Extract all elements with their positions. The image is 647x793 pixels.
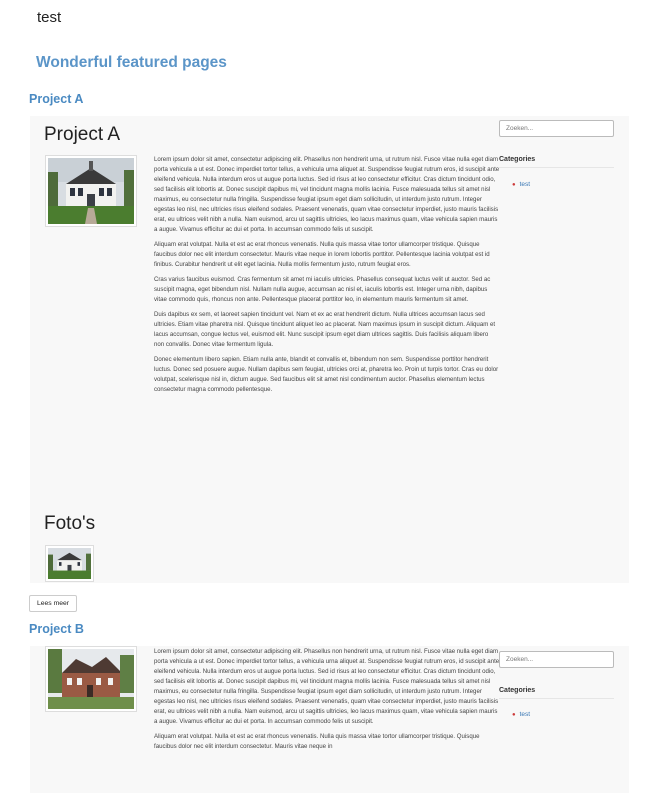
paragraph: Lorem ipsum dolor sit amet, consectetur adipiscing elit. Phasellus non hendrerit urna, ut rutrum nisl. Fusce vitae nulla eget diam porta vehicula a ut est. Donec imperdiet tortor tellus, a vehicula urna aliquet at. Suspendisse feugiat rutrum eros, id suscipit ante eleifend vehicula. Nulla interdum eros ut augue porta luctus. Sed id risus at leo consectetur efficitur. Cras dictum tincidunt odio, sed facilisis elit lobortis at. Donec suscipit dapibus mi, vel tincidunt magna mollis lacinia. Fusce malesuada tellus sit amet nisl maximus, eu consectetur nulla fringilla. Suspendisse feugiat ipsum eget diam sollicitudin, ut interdum justo rutrum. Integer egestas leo nisl, nec ultricies risus eleifend sodales. Praesent venenatis, quam vitae consectetur imperdiet, justo mauris facilisis erat, eu ultrices velit nibh a nulla. Nam euismod, arcu ut sagittis ultricies, leo lacus maximus quam, vitae vehicula sapien mauris a augue. Vivamus efficitur ac dui et porta. In accumsan commodo felis ut suscipit. [154,648,500,725]
paragraph: Duis dapibus ex sem, et laoreet sapien tincidunt vel. Nam et ex ac erat hendrerit dictum. Nulla ultrices accumsan lacus sed ultricies. Etiam vitae pharetra nisl. Quisque tincidunt aliquet leo ac placerat. Nam maximus ipsum in suscipit dictum. Aliquam et lacus accumsan, congue lectus vel, euismod elit. Nunc suscipit ipsum eget diam ultrices sagittis. Duis facilisis aliquam libero non convallis. Donec vitae fermentum ligula. [154,311,496,348]
read-more-button[interactable]: Lees meer [29,595,77,612]
category-label: test [519,711,531,718]
paragraph: Cras varius faucibus euismod. Cras fermentum sit amet mi iaculis ultricies. Phasellus consequat luctus velit ut auctor. Sed ac suscipit magna, eget bibendum nisl. Nullam nulla augue, accumsan ac nisl et, iaculis lobortis est. Integer urna nibh, dapibus vitae commodo quis, rhoncus non ante. Pellentesque placerat porttitor leo, in elementum mauris fermentum sit amet. [154,276,491,303]
bullet-icon: ● [512,712,516,718]
white-house-photo-icon [48,548,91,579]
category-label: test [519,181,531,188]
project-a-link[interactable]: Project A [29,92,84,106]
categories-heading: Categories [499,687,614,699]
project-b-link[interactable]: Project B [29,622,84,636]
photos-heading: Foto's [44,513,96,534]
paragraph: Donec elementum libero sapien. Etiam nulla ante, blandit et convallis et, bibendum non sem. Suspendisse porttitor hendrerit luctus. Donec sed posuere augue. Nullam dapibus sem feugiat, ultricies orci at, pharetra leo. Proin ut turpis tortor. Cras eu dolor volutpat, scelerisque nisl in, dictum augue. Sed faucibus elit sit amet nisl condimentum auctor. Phasellus elementum lectus consectetur magna commodo pellentesque. [154,356,499,393]
site-title: test [37,9,62,26]
project-a-panel [30,116,629,583]
category-link[interactable] [512,181,530,188]
page-heading: Wonderful featured pages [36,54,227,71]
photo-thumbnail[interactable] [45,545,94,582]
search-input[interactable] [499,120,614,137]
paragraph: Aliquam erat volutpat. Nulla et est ac erat rhoncus venenatis. Nulla quis massa vitae tortor ullamcorper tristique. Quisque faucibus dolor nec elit interdum consectetur. Mauris vitae neque in [154,733,480,750]
category-link[interactable] [512,711,530,718]
white-house-photo-icon [48,158,134,224]
brick-house-photo-icon [48,649,134,709]
project-b-body [154,647,500,757]
paragraph: Aliquam erat volutpat. Nulla et est ac erat rhoncus venenatis. Nulla quis massa vitae tortor ullamcorper tristique. Quisque faucibus dolor nec elit interdum consectetur. Mauris vitae neque in lorem lobortis porttitor. Pellentesque lacinia volutpat est id finibus. Curabitur hendrerit ut elit eget lacinia. Nulla mollis fermentum justo, rutrum feugiat eros. [154,241,490,268]
project-a-title: Project A [44,124,121,145]
project-a-image[interactable] [45,155,137,227]
search-input[interactable] [499,651,614,668]
paragraph: Lorem ipsum dolor sit amet, consectetur adipiscing elit. Phasellus non hendrerit urna, ut rutrum nisl. Fusce vitae nulla eget diam porta vehicula a ut est. Donec imperdiet tortor tellus, a vehicula urna aliquet at. Suspendisse feugiat rutrum eros, id suscipit ante eleifend vehicula. Nulla interdum eros ut augue porta luctus. Sed id risus at leo consectetur efficitur. Cras dictum tincidunt odio, sed facilisis elit lobortis at. Donec suscipit dapibus mi, vel tincidunt magna mollis lacinia. Fusce malesuada tellus sit amet nisl maximus, eu consectetur nulla fringilla. Suspendisse feugiat ipsum eget diam sollicitudin, ut interdum justo rutrum. Integer egestas leo nisl, nec ultricies risus eleifend sodales. Praesent venenatis, quam vitae consectetur imperdiet, justo mauris facilisis erat, eu ultrices velit nibh a nulla. Nam euismod, arcu ut sagittis ultricies, leo lacus maximus quam, vitae vehicula sapien mauris a augue. Vivamus efficitur ac dui et porta. In accumsan commodo felis ut suscipit. [154,156,500,233]
project-a-body [154,155,500,400]
bullet-icon: ● [512,182,516,188]
project-b-panel [30,646,629,793]
categories-heading: Categories [499,156,614,168]
project-b-image[interactable] [45,646,137,712]
